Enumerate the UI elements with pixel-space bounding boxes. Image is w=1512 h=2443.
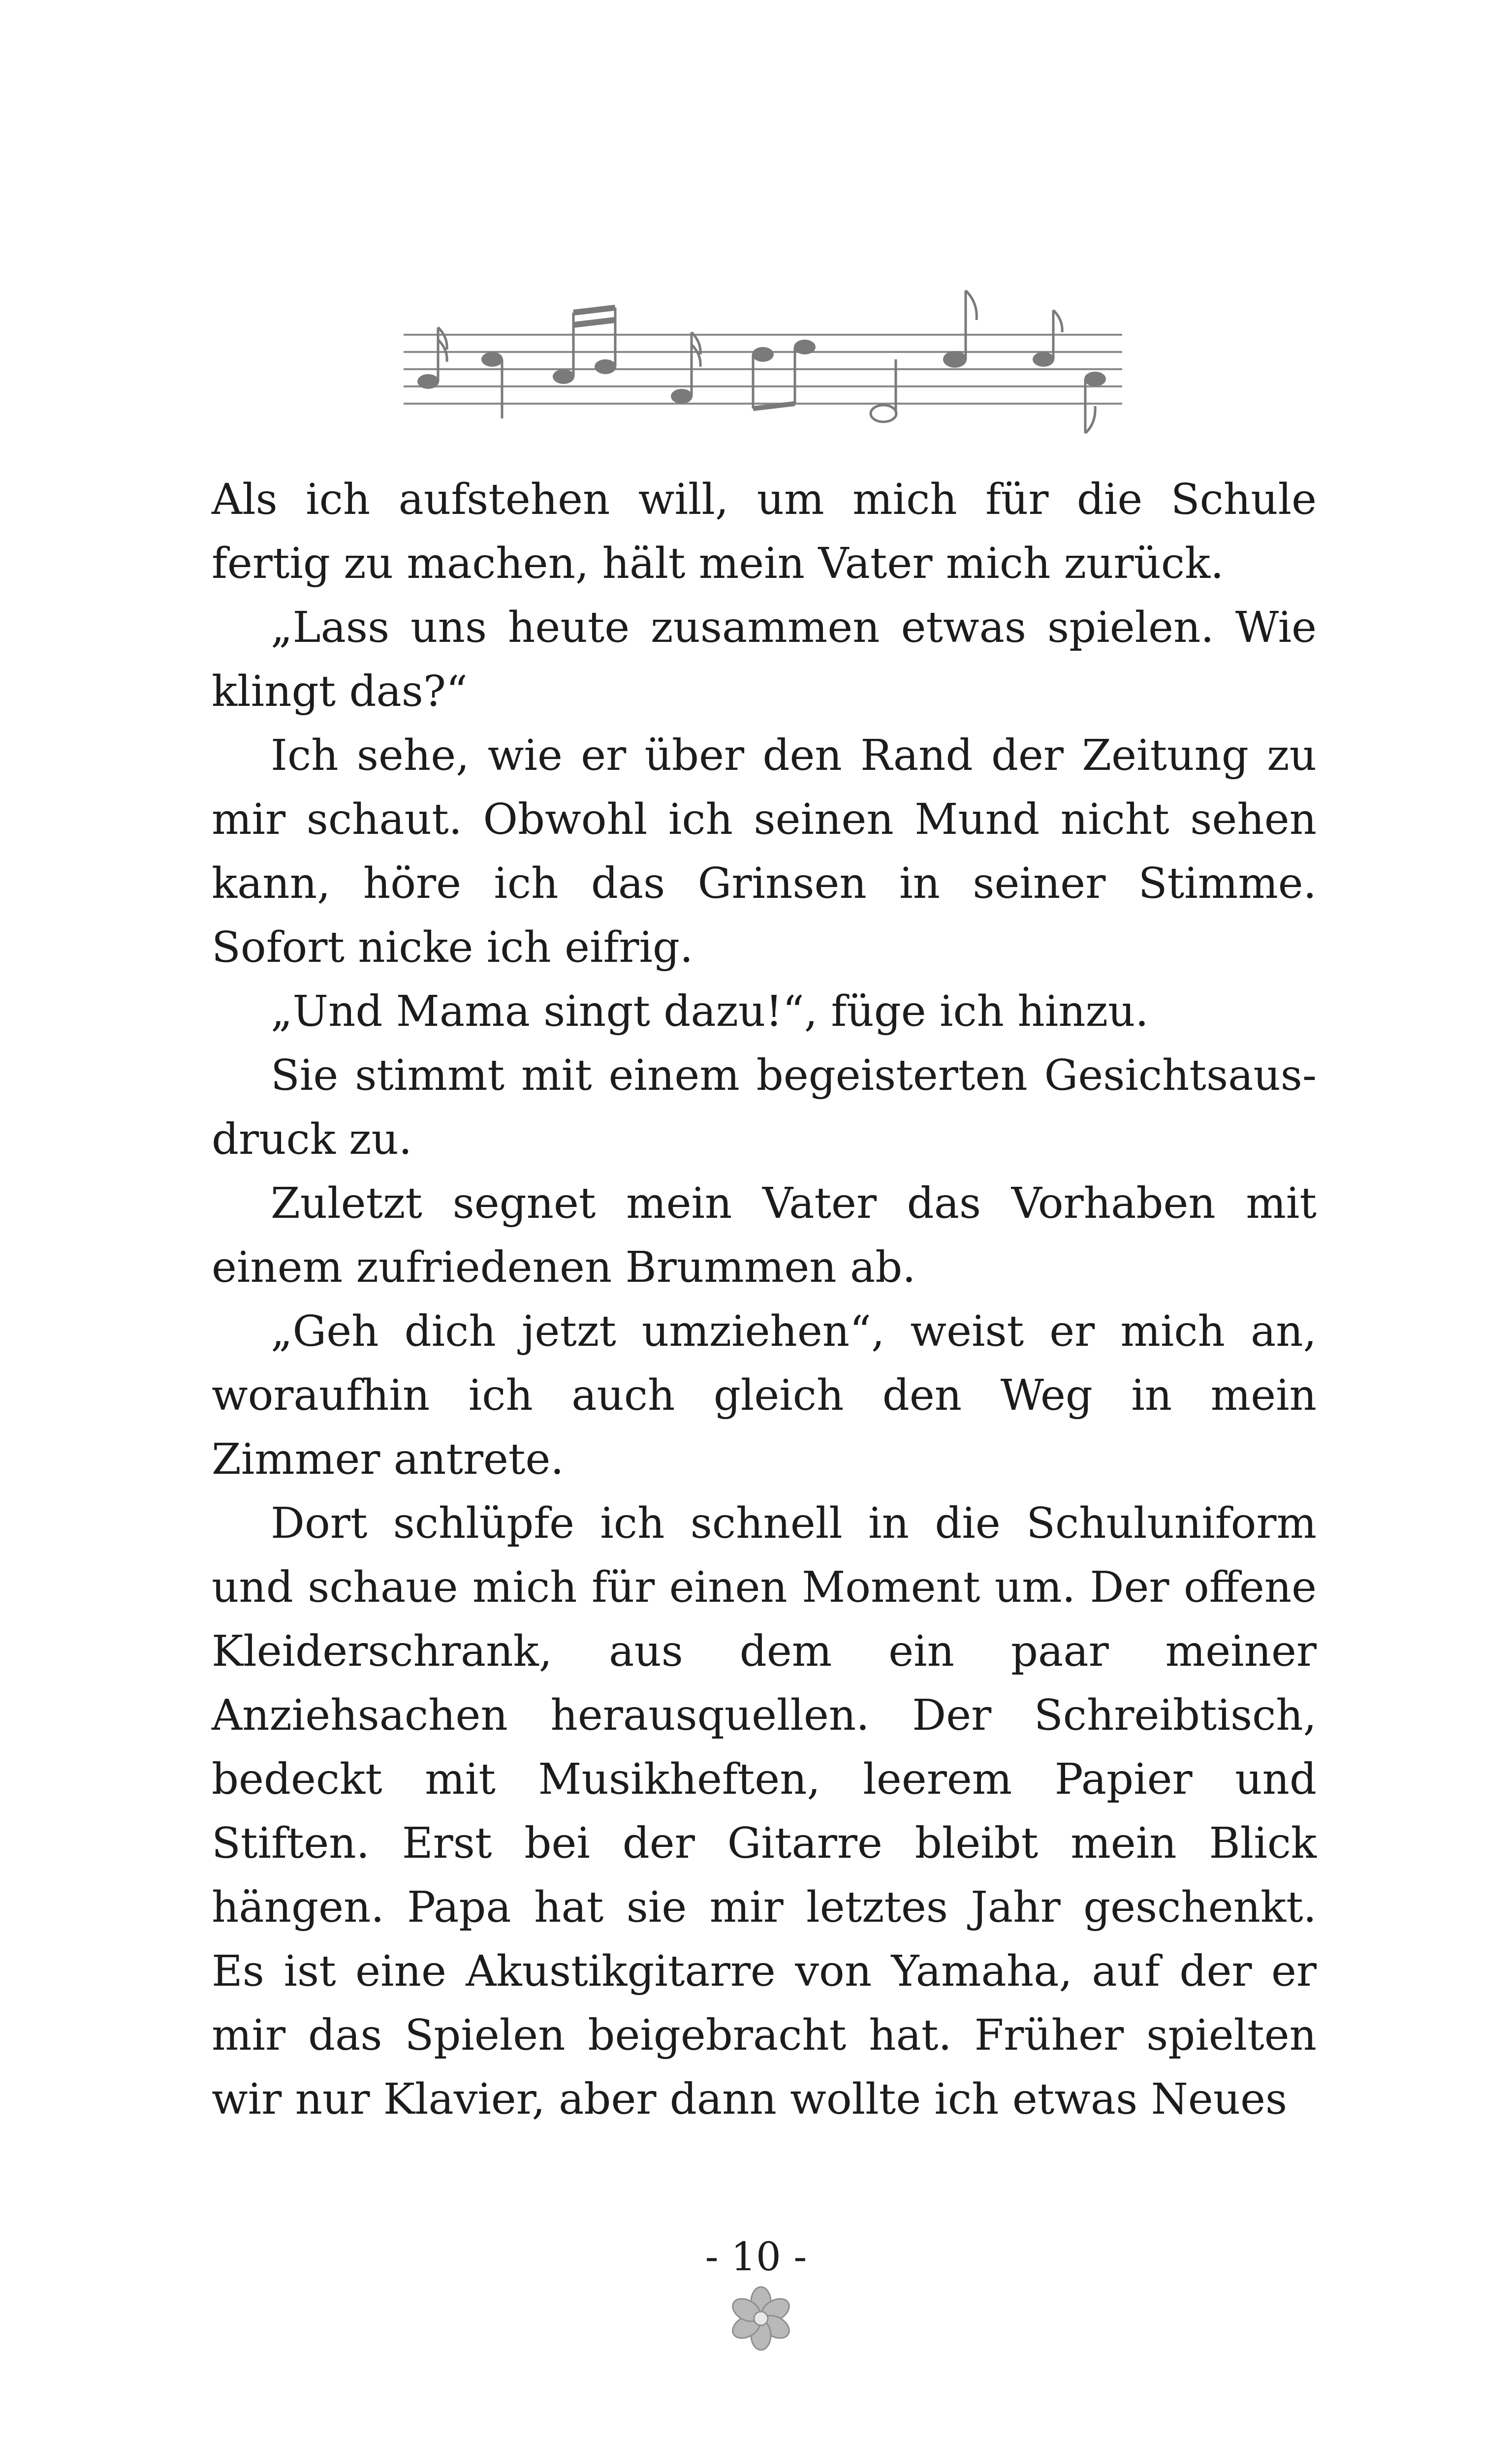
- paragraph: Ich sehe, wie er über den Rand der Zeitung zu mir schaut. Obwohl ich seinen Mund nicht sehen kann, höre ich das Grinsen in seiner Stimme. Sofort nicke ich eifrig.: [212, 731, 1317, 972]
- page-number: - 10 -: [705, 2234, 807, 2280]
- paragraph: Sie stimmt mit einem begeisterten Gesichtsausdruck zu.: [212, 1051, 1317, 1164]
- paragraph: „Geh dich jetzt umziehen“, weist er mich an, woraufhin ich auch gleich den Weg in mein Zimmer antrete.: [212, 1307, 1317, 1484]
- flower-icon: [726, 2284, 795, 2353]
- music-staff-icon: [399, 286, 1127, 443]
- body-text: [212, 468, 1317, 2131]
- paragraph: Dort schlüpfe ich schnell in die Schuluniform und schaue mich für einen Moment um. Der offene Kleiderschrank, aus dem ein paar meiner Anziehsachen herausquellen. Der Schreibtisch, bedeckt mit Musikheften, leerem Papier und Stiften. Erst bei der Gitarre bleibt mein Blick hängen. Papa hat sie mir letztes Jahr geschenkt. Es ist eine Akustikgitarre von Yamaha, auf der er mir das Spielen beigebracht hat. Früher spielten wir nur Klavier, aber dann wollte ich etwas Neues: [212, 1499, 1317, 2124]
- paragraph: Zuletzt segnet mein Vater das Vorhaben mit einem zufriedenen Brummen ab.: [212, 1179, 1317, 1292]
- paragraph: Als ich aufstehen will, um mich für die Schule fertig zu machen, hält mein Vater mich zurück.: [212, 475, 1317, 588]
- paragraph: „Lass uns heute zusammen etwas spielen. Wie klingt das?“: [212, 603, 1317, 716]
- paragraph: „Und Mama singt dazu!“, füge ich hinzu.: [271, 987, 1149, 1036]
